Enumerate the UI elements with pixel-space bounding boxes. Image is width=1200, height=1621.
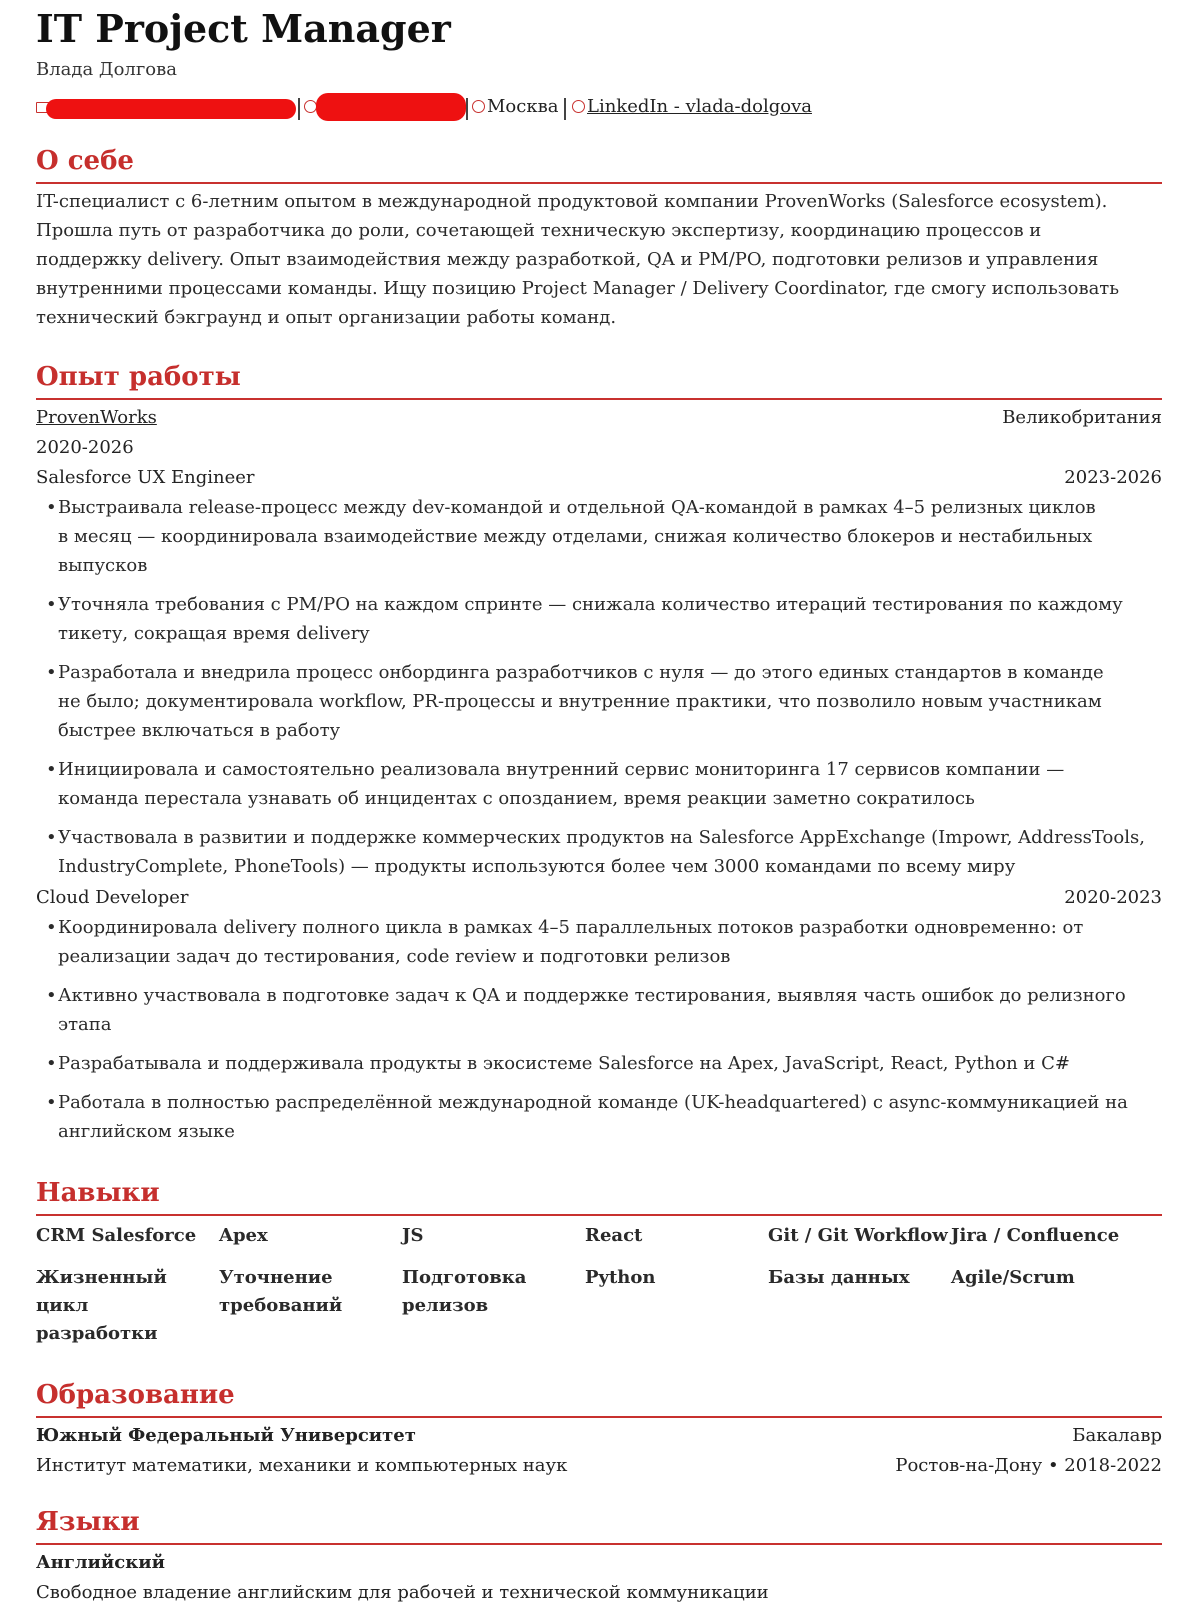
skill-item: Git / Git Workflow <box>768 1225 948 1246</box>
education-location-period: Ростов-на-Дону • 2018-2022 <box>895 1455 1162 1476</box>
skill-item: Уточнение требований <box>219 1267 343 1316</box>
about-line: поддержку delivery. Опыт взаимодействия между разработкой, QA и PM/PO, подготовки релизов и управления <box>36 249 1099 270</box>
section-divider <box>36 1543 1162 1545</box>
phone-redaction <box>316 93 466 121</box>
about-line: IT-специалист с 6-летним опытом в международной продуктовой компании ProvenWorks (Salesforce ecosystem). <box>36 191 1108 212</box>
location-contact <box>472 90 558 124</box>
section-divider <box>36 1416 1162 1418</box>
bullet-line: IndustryComplete, PhoneTools) — продукты используются более чем 3000 командами по всему миру <box>58 856 1016 877</box>
skill-item: Базы данных <box>768 1267 910 1288</box>
email-redaction <box>46 99 296 119</box>
bullet-line: не было; документировала workflow, PR-процессы и внутренние практики, что позволило новым участникам <box>58 691 1102 712</box>
education-row <box>36 1421 1162 1451</box>
skill-item: Жизненный цикл разработки <box>36 1267 167 1344</box>
contact-separator <box>298 98 300 120</box>
company-period: 2020-2026 <box>36 437 134 458</box>
list-item <box>36 1088 1162 1146</box>
bullet-line: • Координировала delivery полного цикла в рамках 4–5 параллельных потоков разработки одновременно: от <box>58 917 1084 938</box>
resume-page <box>36 0 1162 1608</box>
skills-section <box>36 1176 1162 1348</box>
list-item <box>36 823 1162 881</box>
bullet-line: • Выстраивала release-процесс между dev-командой и отдельной QA-командой в рамках 4–5 релизных циклов <box>58 497 1096 518</box>
about-text <box>36 187 1162 332</box>
about-heading: О себе <box>36 146 134 176</box>
page-title: IT Project Manager <box>36 6 451 51</box>
contact-separator <box>564 98 566 120</box>
linkedin-contact[interactable] <box>572 90 812 124</box>
bullet-line: быстрее включаться в работу <box>58 720 341 741</box>
list-item <box>36 1049 1162 1078</box>
language-row <box>36 1548 1162 1578</box>
skills-heading: Навыки <box>36 1178 160 1208</box>
contact-separator <box>466 98 468 120</box>
skill-item: Python <box>585 1267 656 1288</box>
about-line: Прошла путь от разработчика до роли, сочетающей техническую экспертизу, координацию процессов и <box>36 220 1042 241</box>
languages-section <box>36 1505 1162 1608</box>
degree: Бакалавр <box>1072 1425 1162 1446</box>
bullet-line: • Уточняла требования с PM/PO на каждом спринте — снижала количество итераций тестирования по каждому <box>58 594 1123 615</box>
contacts-row <box>36 90 1162 124</box>
list-item <box>36 981 1162 1039</box>
experience-heading: Опыт работы <box>36 362 241 392</box>
role-period: 2020-2023 <box>1064 887 1162 908</box>
list-item <box>36 493 1162 580</box>
bullet-line: этапа <box>58 1014 112 1035</box>
section-divider <box>36 182 1162 184</box>
skill-item: React <box>585 1225 643 1246</box>
company-period-row <box>36 433 1162 463</box>
bullet-line: в месяц — координировала взаимодействие между отделами, снижая количество блокеров и нестабильных <box>58 526 1093 547</box>
company-country: Великобритания <box>1002 407 1162 428</box>
list-item <box>36 590 1162 648</box>
about-line: технический бэкграунд и опыт организации работы команд. <box>36 307 617 328</box>
education-detail-row <box>36 1451 1162 1481</box>
bullet-line: • Активно участвовала в подготовке задач к QA и поддержке тестирования, выявляя часть ошибок до релизного <box>58 985 1126 1006</box>
education-heading: Образование <box>36 1380 235 1410</box>
about-line: внутренними процессами команды. Ищу позицию Project Manager / Delivery Coordinator, где смогу использовать <box>36 278 1120 299</box>
skills-grid <box>36 1222 1162 1348</box>
language-detail-row <box>36 1578 1162 1608</box>
role-period: 2023-2026 <box>1064 467 1162 488</box>
bullet-line: • Работала в полностью распределённой международной команде (UK-headquartered) с async-коммуникацией на <box>58 1092 1128 1113</box>
bullet-line: выпусков <box>58 555 148 576</box>
skill-item: Agile/Scrum <box>951 1267 1075 1288</box>
bullet-line: • Разрабатывала и поддерживала продукты в экосистеме Salesforce на Apex, JavaScript, React, Python и C# <box>58 1053 1071 1074</box>
university-name: Южный Федеральный Университет <box>36 1425 416 1446</box>
skill-item: Подготовка релизов <box>402 1267 527 1316</box>
list-item <box>36 658 1162 745</box>
bullet-line: • Разработала и внедрила процесс онбординга разработчиков с нуля — до этого единых стандартов в команде <box>58 662 1104 683</box>
city-label: Москва <box>487 96 559 117</box>
language-description: Свободное владение английским для рабочей и технической коммуникации <box>36 1582 769 1603</box>
company-row <box>36 403 1162 433</box>
skill-item: CRM Salesforce <box>36 1225 197 1246</box>
location-pin-icon <box>472 100 485 113</box>
experience-section <box>36 360 1162 1146</box>
list-item <box>36 755 1162 813</box>
role-row <box>36 463 1162 493</box>
list-item <box>36 913 1162 971</box>
about-section <box>36 144 1162 332</box>
bullet-line: реализации задач до тестирования, code review и подготовки релизов <box>58 946 731 967</box>
bullet-line: • Участвовала в развитии и поддержке коммерческих продуктов на Salesforce AppExchange (Impowr, AddressTools, <box>58 827 1145 848</box>
company-name[interactable]: ProvenWorks <box>36 407 157 428</box>
bullet-line: английском языке <box>58 1121 235 1142</box>
bullet-line: • Инициировала и самостоятельно реализовала внутренний сервис мониторинга 17 сервисов компании — <box>58 759 1065 780</box>
skill-item: JS <box>402 1225 424 1246</box>
role-title: Cloud Developer <box>36 887 189 908</box>
linkedin-link[interactable]: LinkedIn - vlada-dolgova <box>587 96 812 117</box>
bullet-line: тикету, сокращая время delivery <box>58 623 370 644</box>
role-row <box>36 883 1162 913</box>
role-bullets <box>36 913 1162 1146</box>
bullet-line: команда перестала узнавать об инцидентах с опозданием, время реакции заметно сократилось <box>58 788 975 809</box>
education-section <box>36 1378 1162 1481</box>
globe-icon <box>572 100 585 113</box>
languages-heading: Языки <box>36 1507 140 1537</box>
role-bullets <box>36 493 1162 881</box>
skill-item: Jira / Confluence <box>951 1225 1120 1246</box>
skill-item: Apex <box>219 1225 268 1246</box>
language-name: Английский <box>36 1552 165 1573</box>
candidate-name: Влада Долгова <box>36 59 177 80</box>
institute-name: Институт математики, механики и компьютерных наук <box>36 1455 568 1476</box>
role-title: Salesforce UX Engineer <box>36 467 255 488</box>
section-divider <box>36 398 1162 400</box>
section-divider <box>36 1214 1162 1216</box>
